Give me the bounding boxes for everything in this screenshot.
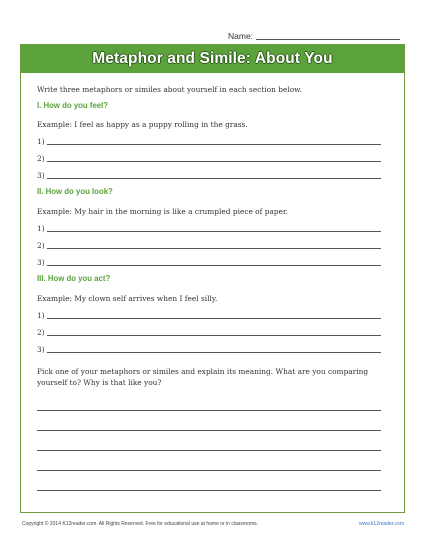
instructions: Write three metaphors or similes about yourself in each section below. bbox=[37, 85, 302, 94]
name-field[interactable] bbox=[256, 31, 400, 40]
example-act: Example: My clown self arrives when I feel silly. bbox=[37, 294, 218, 303]
answer-feel-3[interactable] bbox=[37, 170, 381, 179]
answer-look-3[interactable] bbox=[37, 257, 381, 266]
example-look: Example: My hair in the morning is like a crumpled piece of paper. bbox=[37, 207, 289, 216]
answer-line[interactable] bbox=[47, 224, 381, 232]
answer-line[interactable] bbox=[47, 311, 381, 319]
writing-line[interactable] bbox=[37, 490, 381, 491]
answer-number: 1) bbox=[37, 223, 45, 233]
name-row bbox=[228, 26, 400, 40]
writing-line[interactable] bbox=[37, 410, 381, 411]
answer-line[interactable] bbox=[47, 345, 381, 353]
example-feel: Example: I feel as happy as a puppy rolling in the grass. bbox=[37, 120, 248, 129]
name-label: Name: bbox=[228, 30, 254, 41]
worksheet bbox=[20, 44, 405, 513]
section-heading-look: II. How do you look? bbox=[37, 187, 113, 196]
answer-act-3[interactable] bbox=[37, 344, 381, 353]
footer-copyright: Copyright © 2014 K12reader.com. All Rights Reserved. Free for educational use at home or in classrooms. bbox=[22, 521, 259, 527]
writing-line[interactable] bbox=[37, 470, 381, 471]
answer-line[interactable] bbox=[47, 154, 381, 162]
final-prompt: Pick one of your metaphors or similes and explain its meaning. What are you comparing yourself to? Why is that like you? bbox=[37, 367, 369, 387]
answer-act-2[interactable] bbox=[37, 327, 381, 336]
answer-line[interactable] bbox=[47, 258, 381, 266]
answer-line[interactable] bbox=[47, 137, 381, 145]
answer-number: 2) bbox=[37, 153, 45, 163]
title-banner bbox=[21, 45, 404, 73]
writing-line[interactable] bbox=[37, 430, 381, 431]
writing-line[interactable] bbox=[37, 450, 381, 451]
answer-number: 2) bbox=[37, 240, 45, 250]
section-heading-feel: I. How do you feel? bbox=[37, 101, 109, 110]
answer-number: 1) bbox=[37, 310, 45, 320]
answer-act-1[interactable] bbox=[37, 310, 381, 319]
answer-line[interactable] bbox=[47, 328, 381, 336]
footer-website-link[interactable]: www.k12reader.com bbox=[358, 521, 404, 527]
answer-number: 3) bbox=[37, 344, 45, 354]
page-title: Metaphor and Simile: About You bbox=[92, 50, 333, 67]
answer-line[interactable] bbox=[47, 241, 381, 249]
answer-line[interactable] bbox=[47, 171, 381, 179]
answer-feel-1[interactable] bbox=[37, 136, 381, 145]
section-heading-act: III. How do you act? bbox=[37, 274, 111, 283]
answer-look-2[interactable] bbox=[37, 240, 381, 249]
worksheet-content bbox=[21, 73, 404, 512]
answer-number: 3) bbox=[37, 257, 45, 267]
answer-number: 1) bbox=[37, 136, 45, 146]
answer-feel-2[interactable] bbox=[37, 153, 381, 162]
answer-number: 3) bbox=[37, 170, 45, 180]
answer-number: 2) bbox=[37, 327, 45, 337]
answer-look-1[interactable] bbox=[37, 223, 381, 232]
